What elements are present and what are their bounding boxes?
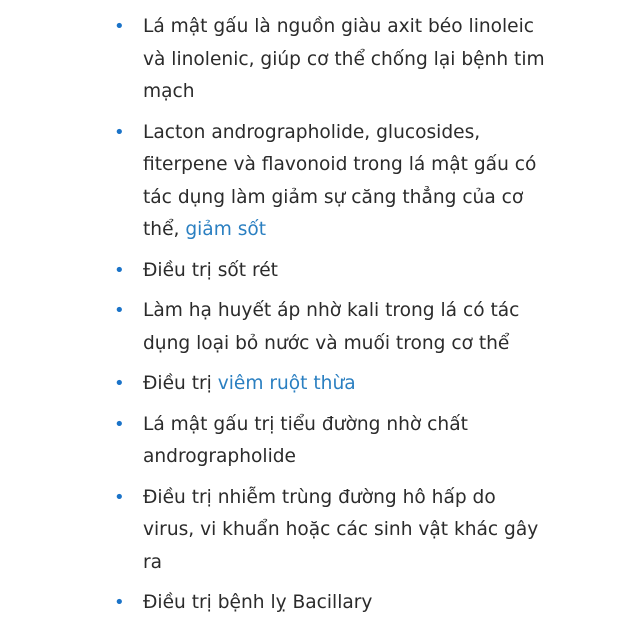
- bullet-icon: •: [114, 121, 125, 143]
- bullet-icon: •: [114, 413, 125, 435]
- bullet-icon: •: [114, 373, 125, 394]
- list-item-text: Làm hạ huyết áp nhờ kali trong lá có tác dụng loại bỏ nước và muối trong cơ thể: [143, 300, 520, 354]
- benefits-list: [112, 11, 552, 628]
- bullet-icon: •: [114, 300, 125, 321]
- list-item-text: Điều trị: [143, 373, 218, 394]
- list-item-text: Điều trị bệnh lỵ Bacillary: [143, 592, 373, 613]
- list-item-text: Điều trị sốt rét: [143, 259, 278, 281]
- list-item-text: Lá mật gấu là nguồn giàu axit béo linoleic và linolenic, giúp cơ thể chống lại bệnh tim mạch: [143, 16, 545, 102]
- link-viem-ruot-thua[interactable]: viêm ruột thừa: [217, 373, 356, 394]
- list-item: [112, 255, 552, 288]
- list-item: [112, 368, 552, 401]
- list-item-text: Điều trị nhiễm trùng đường hô hấp do virus, vi khuẩn hoặc các sinh vật khác gây ra: [143, 486, 539, 573]
- list-item: [112, 482, 552, 580]
- bullet-icon: •: [114, 592, 125, 613]
- list-item: [112, 11, 552, 109]
- list-item: [112, 295, 552, 360]
- list-item-text: Lá mật gấu trị tiểu đường nhờ chất andrographolide: [143, 413, 468, 467]
- bullet-icon: •: [114, 16, 125, 37]
- list-item: [112, 409, 552, 474]
- list-item: [112, 587, 552, 620]
- link-giam-sot[interactable]: giảm sốt: [185, 219, 267, 240]
- list-item-text: Lacton andrographolide, glucosides, fiterpene và flavonoid trong lá mật gấu có tác dụng làm giảm sự căng thẳng của cơ thể,: [143, 121, 537, 240]
- bullet-icon: •: [114, 486, 125, 508]
- bullet-icon: •: [114, 259, 125, 281]
- list-item: [112, 117, 552, 247]
